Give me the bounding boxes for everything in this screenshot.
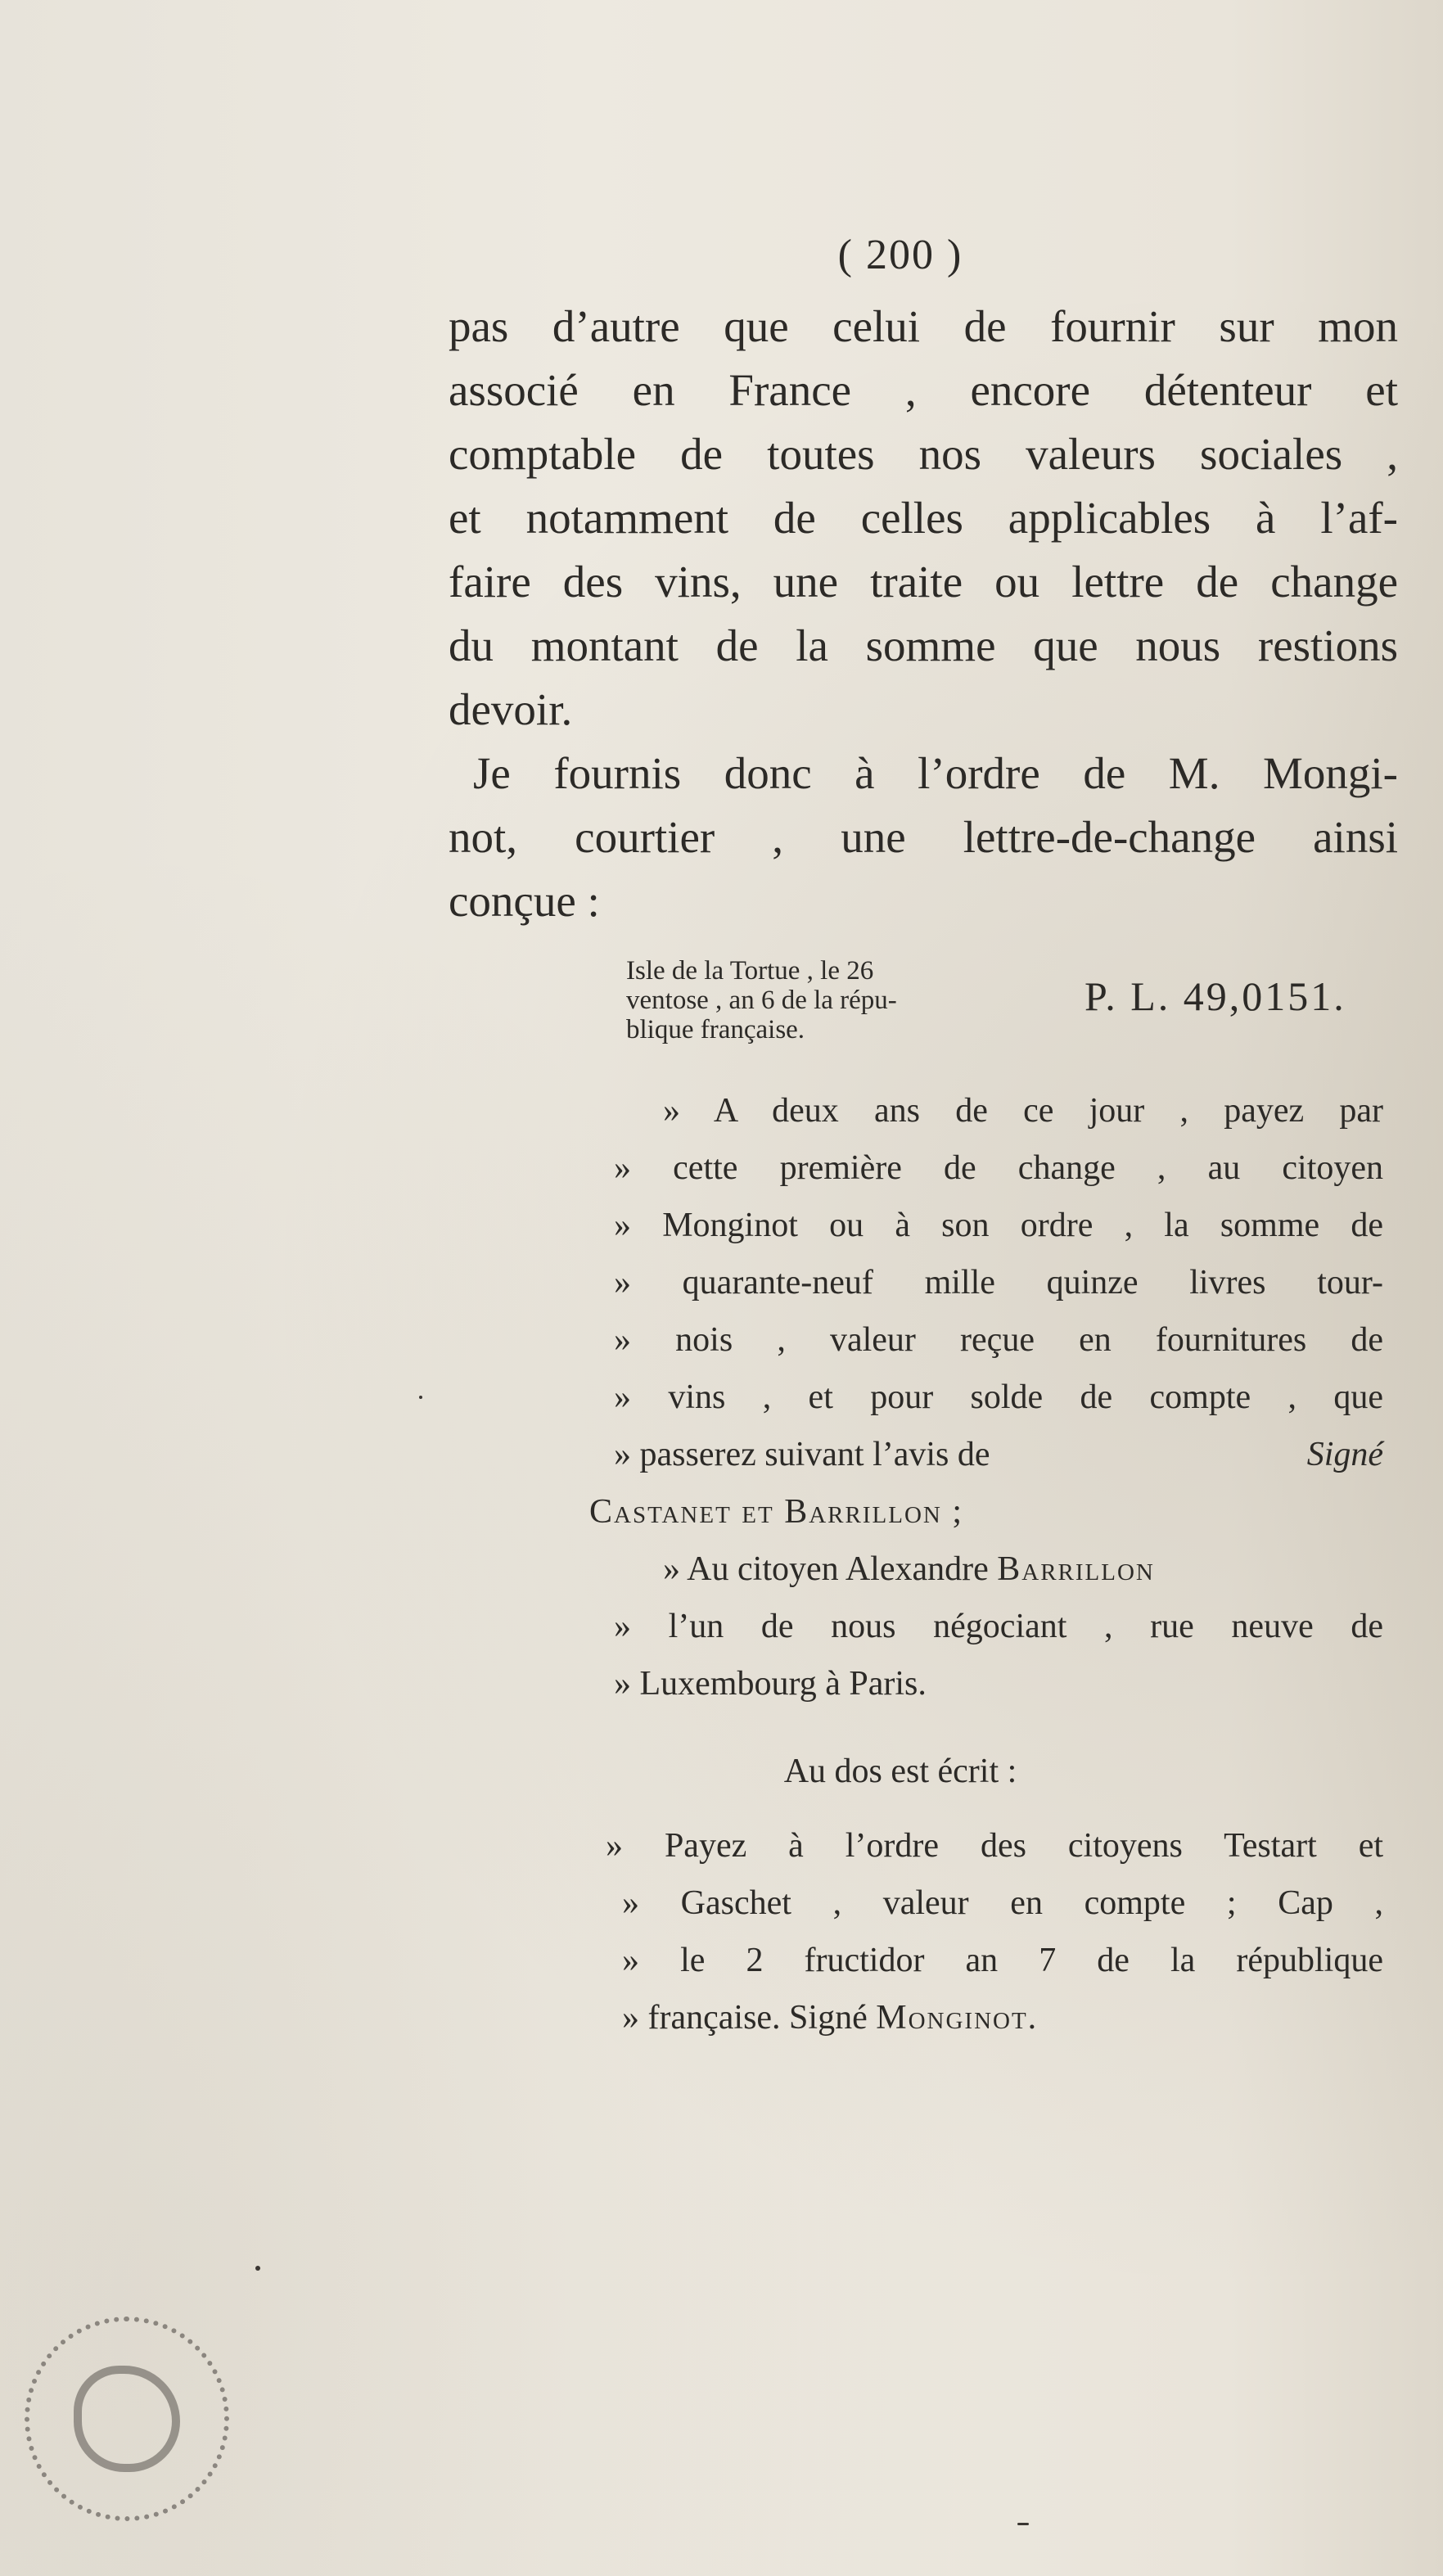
bill-line: » Monginot ou à son ordre , la somme de <box>614 1207 1383 1244</box>
body-line: et notamment de celles applicables à l’af- <box>449 493 1398 543</box>
body-line: comptable de toutes nos valeurs sociales , <box>449 429 1398 479</box>
bill-line-text: » Au citoyen Alexandre <box>663 1550 989 1588</box>
bill-header <box>626 956 1396 1054</box>
page-number: ( 200 ) <box>837 232 963 278</box>
library-stamp-icon <box>25 2317 237 2529</box>
bill-line: » Luxembourg à Paris. <box>614 1665 927 1703</box>
endorsement-text <box>606 1817 1383 2046</box>
endorsement-line: » le 2 fructidor an 7 de la république <box>622 1942 1383 1979</box>
bill-place-line: ventose , an 6 de la répu- <box>626 986 897 1015</box>
bill-amount: P. L. 49,0151. <box>1085 973 1346 1019</box>
signatories: Castanet et Barrillon ; <box>589 1493 964 1531</box>
body-line: faire des vins, une traite ou lettre de change <box>449 557 1398 607</box>
stamp-mark <box>74 2366 180 2472</box>
body-line: conçue : <box>449 876 600 926</box>
paper-speck <box>255 2266 260 2271</box>
body-line: devoir. <box>449 684 573 734</box>
endorsement-line: » Gaschet , valeur en compte ; Cap , <box>622 1884 1383 1922</box>
endorsement-line: » Payez à l’ordre des citoyens Testart et <box>606 1827 1383 1865</box>
bill-text <box>589 1082 1383 1712</box>
paper-speck <box>1017 2523 1029 2525</box>
bill-line: » vins , et pour solde de compte , que <box>614 1378 1383 1416</box>
bill-line: » cette première de change , au citoyen <box>614 1149 1383 1187</box>
endorsement-line <box>606 1989 1383 2046</box>
endorsement-line-text: » française. Signé <box>622 1999 868 2037</box>
body-line: associé en France , encore détenteur et <box>449 365 1398 415</box>
bill-line <box>614 1541 1383 1598</box>
drawee-name: Barrillon <box>997 1550 1155 1588</box>
body-text <box>449 295 1398 933</box>
bill-line-text: » passerez suivant l’avis de <box>614 1436 990 1473</box>
bill-line: » nois , valeur reçue en fournitures de <box>614 1321 1383 1359</box>
bill-place-date <box>626 956 1052 1044</box>
endorser-name: Monginot. <box>876 1999 1039 2037</box>
bill-place-line: Isle de la Tortue , le 26 <box>626 956 874 986</box>
bill-place-line: blique française. <box>626 1015 805 1044</box>
endorsement-title: Au dos est écrit : <box>783 1753 1017 1790</box>
bill-line: » l’un de nous négociant , rue neuve de <box>614 1608 1383 1645</box>
bill-line: » quarante-neuf mille quinze livres tour- <box>614 1264 1383 1302</box>
bill-line: » A deux ans de ce jour , payez par <box>663 1092 1383 1130</box>
bill-line <box>614 1426 1383 1483</box>
body-line: du montant de la somme que nous restions <box>449 620 1398 670</box>
body-line: not, courtier , une lettre-de-change ainsi <box>449 812 1398 862</box>
body-line: pas d’autre que celui de fournir sur mon <box>449 301 1398 351</box>
paper-speck <box>419 1396 422 1399</box>
signature-label: Signé <box>1306 1436 1383 1473</box>
body-line: Je fournis donc à l’ordre de M. Mongi- <box>473 748 1398 798</box>
